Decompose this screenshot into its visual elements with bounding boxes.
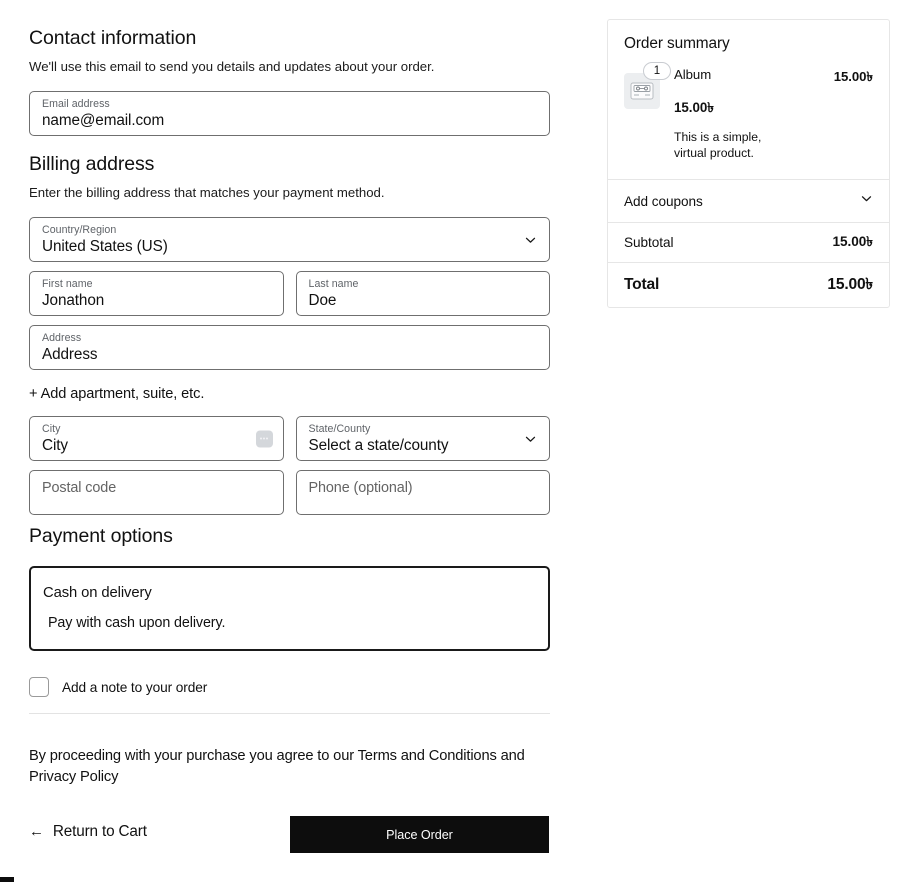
return-to-cart-label: Return to Cart: [52, 823, 147, 840]
order-summary-panel: [607, 19, 890, 308]
city-value: City: [42, 437, 68, 455]
postal-code-field[interactable]: [29, 470, 284, 515]
payment-heading: Payment options: [29, 525, 173, 547]
contact-subtext: We'll use this email to send you details and updates about your order.: [29, 59, 435, 75]
city-label: City: [42, 423, 61, 436]
last-name-label: Last name: [308, 278, 359, 291]
billing-address-section: [29, 153, 550, 515]
total-value: 15.00৳: [827, 276, 873, 293]
contact-heading: Contact information: [29, 27, 197, 49]
state-county-label: State/County: [308, 423, 371, 436]
return-to-cart-link[interactable]: [29, 823, 147, 841]
product-unit-price: 15.00৳: [674, 100, 714, 115]
order-summary-item: [608, 53, 889, 180]
address-field[interactable]: [29, 325, 550, 370]
autofill-icon[interactable]: [256, 430, 273, 447]
total-label: Total: [624, 276, 660, 293]
order-summary-heading: Order summary: [624, 35, 730, 52]
country-region-value: United States (US): [42, 238, 168, 256]
subtotal-row: [608, 223, 889, 263]
product-description: This is a simple, virtual product.: [674, 130, 762, 160]
country-region-select[interactable]: [29, 217, 550, 262]
order-note-checkbox[interactable]: [29, 677, 49, 697]
add-apartment-link[interactable]: + Add apartment, suite, etc.: [29, 386, 205, 403]
page-edge-artifact: [0, 877, 14, 882]
first-name-label: First name: [42, 278, 93, 291]
city-state-row: [29, 416, 550, 461]
country-region-label: Country/Region: [42, 224, 117, 237]
product-line-total: 15.00৳: [833, 69, 873, 84]
product-name: Album: [674, 67, 712, 82]
phone-placeholder: Phone (optional): [308, 480, 413, 497]
order-note-label: Add a note to your order: [62, 679, 208, 695]
total-row: [608, 263, 889, 307]
quantity-badge: 1: [643, 62, 671, 80]
postal-code-placeholder: Postal code: [42, 480, 117, 497]
first-name-field[interactable]: [29, 271, 284, 316]
chevron-down-icon: [860, 192, 873, 210]
add-coupons-label: Add coupons: [624, 193, 703, 209]
payment-method-cash-on-delivery[interactable]: [29, 566, 550, 651]
name-row: [29, 271, 550, 316]
address-value: Address: [42, 346, 98, 364]
city-field[interactable]: [29, 416, 284, 461]
address-label: Address: [42, 332, 82, 345]
email-field-label: Email address: [42, 98, 110, 111]
payment-method-description: Pay with cash upon delivery.: [48, 615, 226, 632]
add-coupons-row[interactable]: [608, 180, 889, 223]
last-name-field[interactable]: [296, 271, 551, 316]
first-name-value: Jonathon: [42, 292, 105, 310]
billing-heading: Billing address: [29, 153, 155, 175]
arrow-left-icon: ←: [29, 823, 44, 840]
footer-divider: [29, 713, 550, 714]
contact-information-section: [29, 27, 550, 136]
subtotal-label: Subtotal: [624, 235, 674, 250]
payment-options-section: [29, 525, 550, 697]
email-field-value: name@email.com: [42, 112, 165, 130]
phone-field[interactable]: [296, 470, 551, 515]
postal-phone-row: [29, 470, 550, 515]
order-note-row[interactable]: [29, 677, 550, 697]
state-county-select[interactable]: [296, 416, 551, 461]
terms-text: By proceeding with your purchase you agree to our Terms and Conditions and Privacy Policy: [29, 748, 525, 785]
last-name-value: Doe: [308, 292, 337, 310]
billing-subtext: Enter the billing address that matches your payment method.: [29, 185, 385, 201]
payment-method-title: Cash on delivery: [43, 585, 152, 602]
subtotal-value: 15.00৳: [832, 234, 873, 249]
state-county-value: Select a state/county: [308, 437, 449, 455]
email-field[interactable]: [29, 91, 550, 136]
place-order-button[interactable]: Place Order: [290, 816, 549, 853]
product-thumbnail-wrap: [624, 65, 662, 161]
album-icon: [630, 82, 654, 100]
